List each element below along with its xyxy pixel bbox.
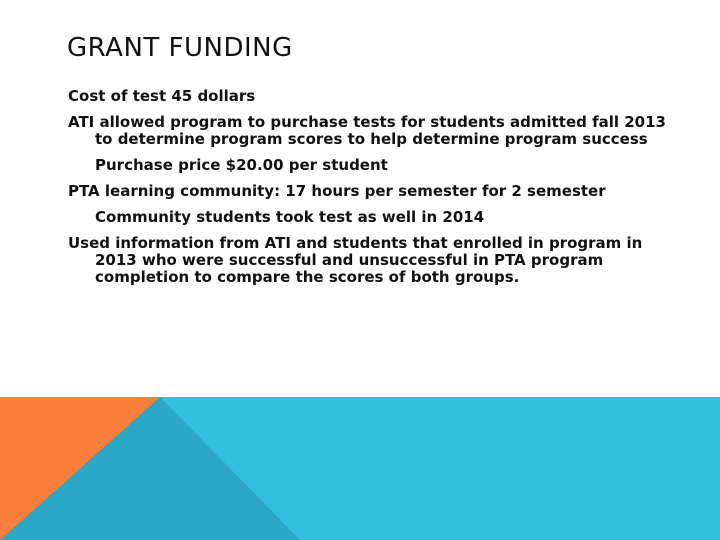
sub-bullet-purchase-price: Purchase price $20.00 per student	[95, 156, 388, 174]
bullet-used-information: Used information from ATI and students that enrolled in program in 2013 who were successful and unsuccessful in PTA program completion to compare the scores of both groups.	[68, 234, 643, 286]
bullet-cost-of-test: Cost of test 45 dollars	[68, 87, 256, 105]
sub-bullet-community-students: Community students took test as well in 2014	[95, 208, 485, 226]
slide-title: GRANT FUNDING	[67, 33, 293, 63]
slide-body	[68, 88, 668, 295]
decorative-footer-band	[0, 397, 720, 540]
bullet-ati-purchase: ATI allowed program to purchase tests for students admitted fall 2013 to determine program scores to help determine program success	[68, 113, 666, 148]
bullet-learning-community: PTA learning community: 17 hours per semester for 2 semester	[68, 182, 606, 200]
